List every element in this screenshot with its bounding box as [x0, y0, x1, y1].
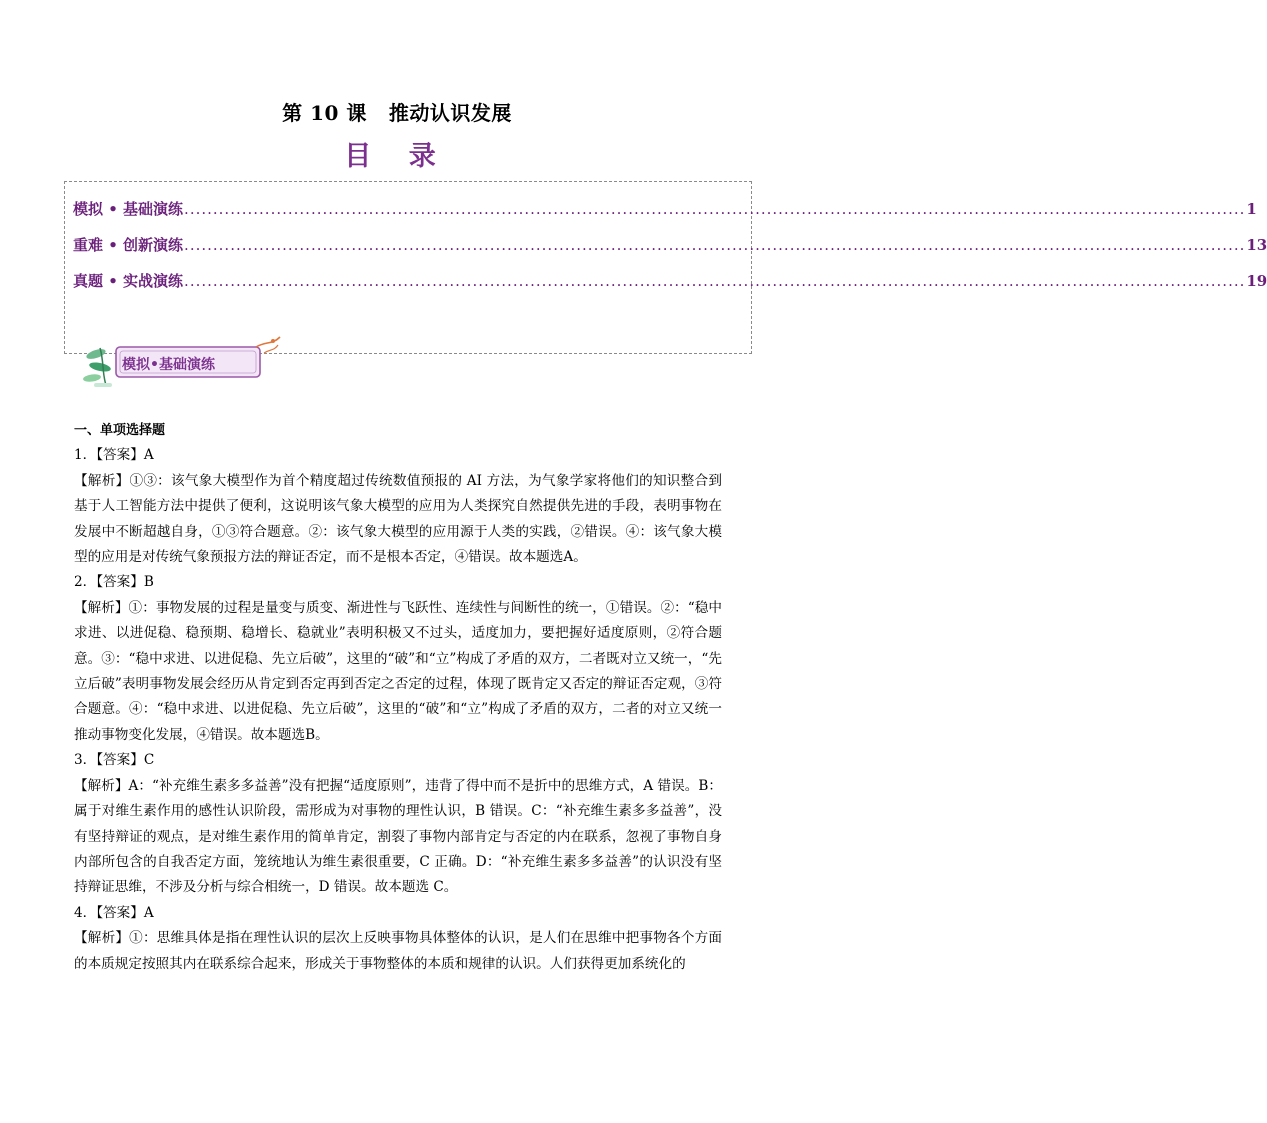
toc-heading: 目 录 [344, 141, 450, 172]
toc-entry-label: 重难 • 创新演练 [73, 236, 184, 254]
answer-line: 2．【答案】B [74, 574, 154, 591]
plant-decoration-icon [83, 347, 112, 387]
analysis-paragraph: 【解析】①③：该气象大模型作为首个精度超过传统数值预报的 AI 方法，为气象学家将他们的知识整合到基于人工智能方法中提供了便利，这说明该气象大模型的应用为人类探究自然提供先进的手段，表明事物在发展中不断超越自身，①③符合题意。②：该气象大模型的应用源于人类的实践，②错误。④：该气象大模型的应用是对传统气象预报方法的辩证否定，而不是根本否定，④错误。故本题选A。 [74, 472, 722, 566]
lesson-name: 推动认识发展 [388, 101, 512, 125]
toc-entry-page: 13 [1246, 236, 1267, 254]
answer-line: 4．【答案】A [74, 904, 154, 921]
toc-leader-dots: ........................................................................................................................................................................................ [184, 200, 1246, 218]
toc-entry-label: 模拟 • 基础演练 [73, 200, 184, 218]
toc-entry-label: 真题 • 实战演练 [73, 272, 184, 290]
toc-entry[interactable] [73, 198, 1257, 219]
table-of-contents [64, 181, 1267, 354]
analysis-paragraph: 【解析】①：思维具体是指在理性认识的层次上反映事物具体整体的认识，是人们在思维中把事物各个方面的本质规定按照其内在联系综合起来，形成关于事物整体的本质和规律的认识。人们获得更加系统化的 [74, 930, 722, 972]
toc-entry[interactable] [73, 270, 1267, 291]
section-banner-label: 模拟•基础演练 [122, 357, 215, 373]
section-heading: 一、单项选择题 [74, 423, 166, 438]
toc-leader-dots: ........................................................................................................................................................................................ [184, 272, 1246, 290]
analysis-paragraph: 【解析】①：事物发展的过程是量变与质变、渐进性与飞跃性、连续性与间断性的统一，①错误。②：“稳中求进、以进促稳、稳预期、稳增长、稳就业”表明积极又不过头，适度加力，要把握好适度原则，②符合题意。③：“稳中求进、以进促稳、先立后破”，这里的“破”和“立”构成了矛盾的双方，二者既对立又统一，“先立后破”表明事物发展会经历从肯定到否定再到否定之否定的过程，体现了既肯定又否定的辩证否定观，③符合题意。④：“稳中求进、以进促稳、先立后破”，这里的“破”和“立”构成了矛盾的双方，二者的对立又统一推动事物变化发展，④错误。故本题选B。 [74, 599, 722, 743]
lesson-title [0, 97, 794, 126]
analysis-paragraph: 【解析】A：“补充维生素多多益善”没有把握“适度原则”，违背了得中而不是折中的思维方式，A 错误。B：属于对维生素作用的感性认识阶段，需形成为对事物的理性认识，B 错误。C：“补充维生素多多益善”，没有坚持辩证的观点，是对维生素作用的简单肯定，割裂了事物内部肯定与否定的内在联系，忽视了事物自身内部所包含的自我否定方面，笼统地认为维生素很重要，C 正确。D：“补充维生素多多益善”的认识没有坚持辩证思维，不涉及分析与综合相统一，D 错误。故本题选 C。 [74, 777, 722, 896]
answers-content [74, 418, 722, 977]
lesson-number: 第 10 课 [282, 101, 367, 125]
answer-line: 3．【答案】C [74, 752, 155, 769]
toc-leader-dots: ........................................................................................................................................................................................ [184, 236, 1246, 254]
answer-line: 1．【答案】A [74, 447, 154, 464]
toc-entry-page: 1 [1246, 200, 1257, 218]
toc-entry-page: 19 [1246, 272, 1267, 290]
toc-entry[interactable] [73, 234, 1267, 255]
